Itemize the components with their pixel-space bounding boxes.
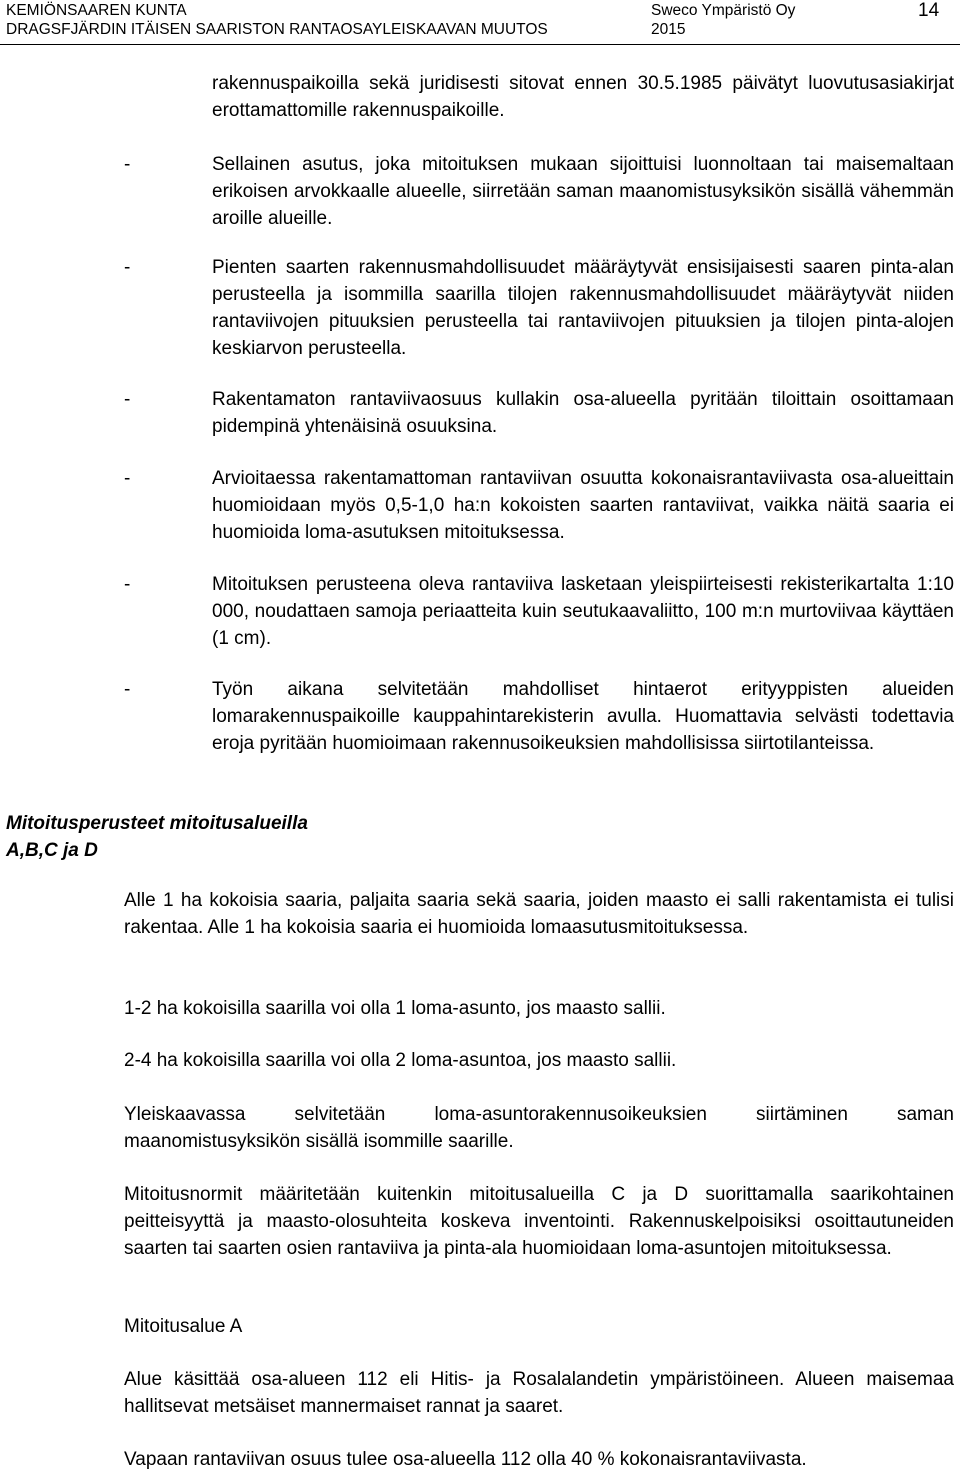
page-header bbox=[0, 0, 960, 44]
header-plan-title: DRAGSFJÄRDIN ITÄISEN SAARISTON RANTAOSAYLEISKAAVAN MUUTOS bbox=[6, 21, 548, 38]
section-heading-line2: A,B,C ja D bbox=[6, 840, 98, 861]
paragraph-transfer: Yleiskaavassa selvitetään loma-asuntorakennusoikeuksien siirtäminen saman maanomistusyksikön sisällä isommille saarille. bbox=[124, 1104, 954, 1152]
header-rule bbox=[0, 44, 960, 45]
paragraph-area-a: Alue käsittää osa-alueen 112 eli Hitis- ja Rosalalandetin ympäristöineen. Alueen maisemaa hallitsevat metsäiset mannermaiset rannat ja saaret. bbox=[124, 1369, 954, 1417]
section-heading-line1: Mitoitusperusteet mitoitusalueilla bbox=[6, 813, 308, 834]
bullet-text-shoreline-assessment: Arvioitaessa rakentamattoman rantaviivan osuutta kokonaisrantaviivasta osa-alueittain huomioidaan myös 0,5-1,0 ha:n kokoisten saarten rantaviivat, vaikka näitä saaria ei huomioida loma-asutuksen mitoituksessa. bbox=[212, 468, 954, 543]
bullet-marker: - bbox=[124, 257, 131, 278]
page-number: 14 bbox=[918, 0, 940, 21]
bullet-marker: - bbox=[124, 679, 131, 700]
bullet-marker: - bbox=[124, 574, 131, 595]
continuation-text: rakennuspaikoilla sekä juridisesti sitovat ennen 30.5.1985 päivätyt luovutusasiakirjat erottamattomille rakennuspaikoille. bbox=[212, 73, 954, 121]
bullet-text-price-differences: Työn aikana selvitetään mahdolliset hintaerot erityyppisten alueiden lomarakennuspaikoille kauppahintarekisterin avulla. Huomattavia selvästi todettavia eroja pyritään huomioimaan rakennusoikeuksien mahdollisissa siirtotilanteissa. bbox=[212, 679, 954, 754]
header-year: 2015 bbox=[651, 21, 686, 38]
paragraph-2-4-ha: 2-4 ha kokoisilla saarilla voi olla 2 loma-asuntoa, jos maasto sallii. bbox=[124, 1050, 677, 1071]
paragraph-norms: Mitoitusnormit määritetään kuitenkin mitoitusalueilla C ja D suorittamalla saarikohtainen peitteisyyttä ja maasto-olosuhteita koskeva inventointi. Rakennuskelpoisiksi osoittautuneiden saarten tai saarten osien rantaviiva ja pinta-ala huomioidaan loma-asuntojen mitoituksessa. bbox=[124, 1184, 954, 1259]
paragraph-small-islands: Alle 1 ha kokoisia saaria, paljaita saaria sekä saaria, joiden maasto ei salli rakentamista ei tulisi rakentaa. Alle 1 ha kokoisia saaria ei huomioida lomaasutusmitoituksessa. bbox=[124, 890, 954, 938]
bullet-marker: - bbox=[124, 154, 131, 175]
bullet-text-shoreline-calculation: Mitoituksen perusteena oleva rantaviiva lasketaan yleispiirteisesti rekisterikartalta 1:10 000, noudattaen samoja periaatteita kuin seutukaavaliitto, 100 m:n murtoviivaa käyttäen (1 cm). bbox=[212, 574, 954, 649]
section-heading bbox=[6, 810, 406, 864]
bullet-text-unbuilt-shoreline: Rakentamaton rantaviivaosuus kullakin osa-alueella pyritään tiloittain osoittamaan pidempinä yhtenäisinä osuuksina. bbox=[212, 389, 954, 437]
header-company: Sweco Ympäristö Oy bbox=[651, 2, 796, 19]
header-org: KEMIÖNSAAREN KUNTA bbox=[6, 2, 187, 19]
bullet-text-relocation: Sellainen asutus, joka mitoituksen mukaan sijoittuisi luonnoltaan tai maisemaltaan erikoisen arvokkaalle alueelle, siirretään saman maanomistusyksikön sisällä vähemmän aroille alueille. bbox=[212, 154, 954, 229]
bullet-marker: - bbox=[124, 389, 131, 410]
paragraph-free-shoreline: Vapaan rantaviivan osuus tulee osa-alueella 112 olla 40 % kokonaisrantaviivasta. bbox=[124, 1449, 807, 1470]
paragraph-1-2-ha: 1-2 ha kokoisilla saarilla voi olla 1 loma-asunto, jos maasto sallii. bbox=[124, 998, 666, 1019]
subheading-area-a: Mitoitusalue A bbox=[124, 1316, 243, 1337]
bullet-text-small-islands: Pienten saarten rakennusmahdollisuudet määräytyvät ensisijaisesti saaren pinta-alan perusteella ja isommilla saarilla tilojen rakennusmahdollisuudet määräytyvät niiden rantaviivojen pituuksien perusteella tai rantaviivojen pituuksien ja tilojen pinta-alojen keskiarvon perusteella. bbox=[212, 257, 954, 359]
bullet-marker: - bbox=[124, 468, 131, 489]
